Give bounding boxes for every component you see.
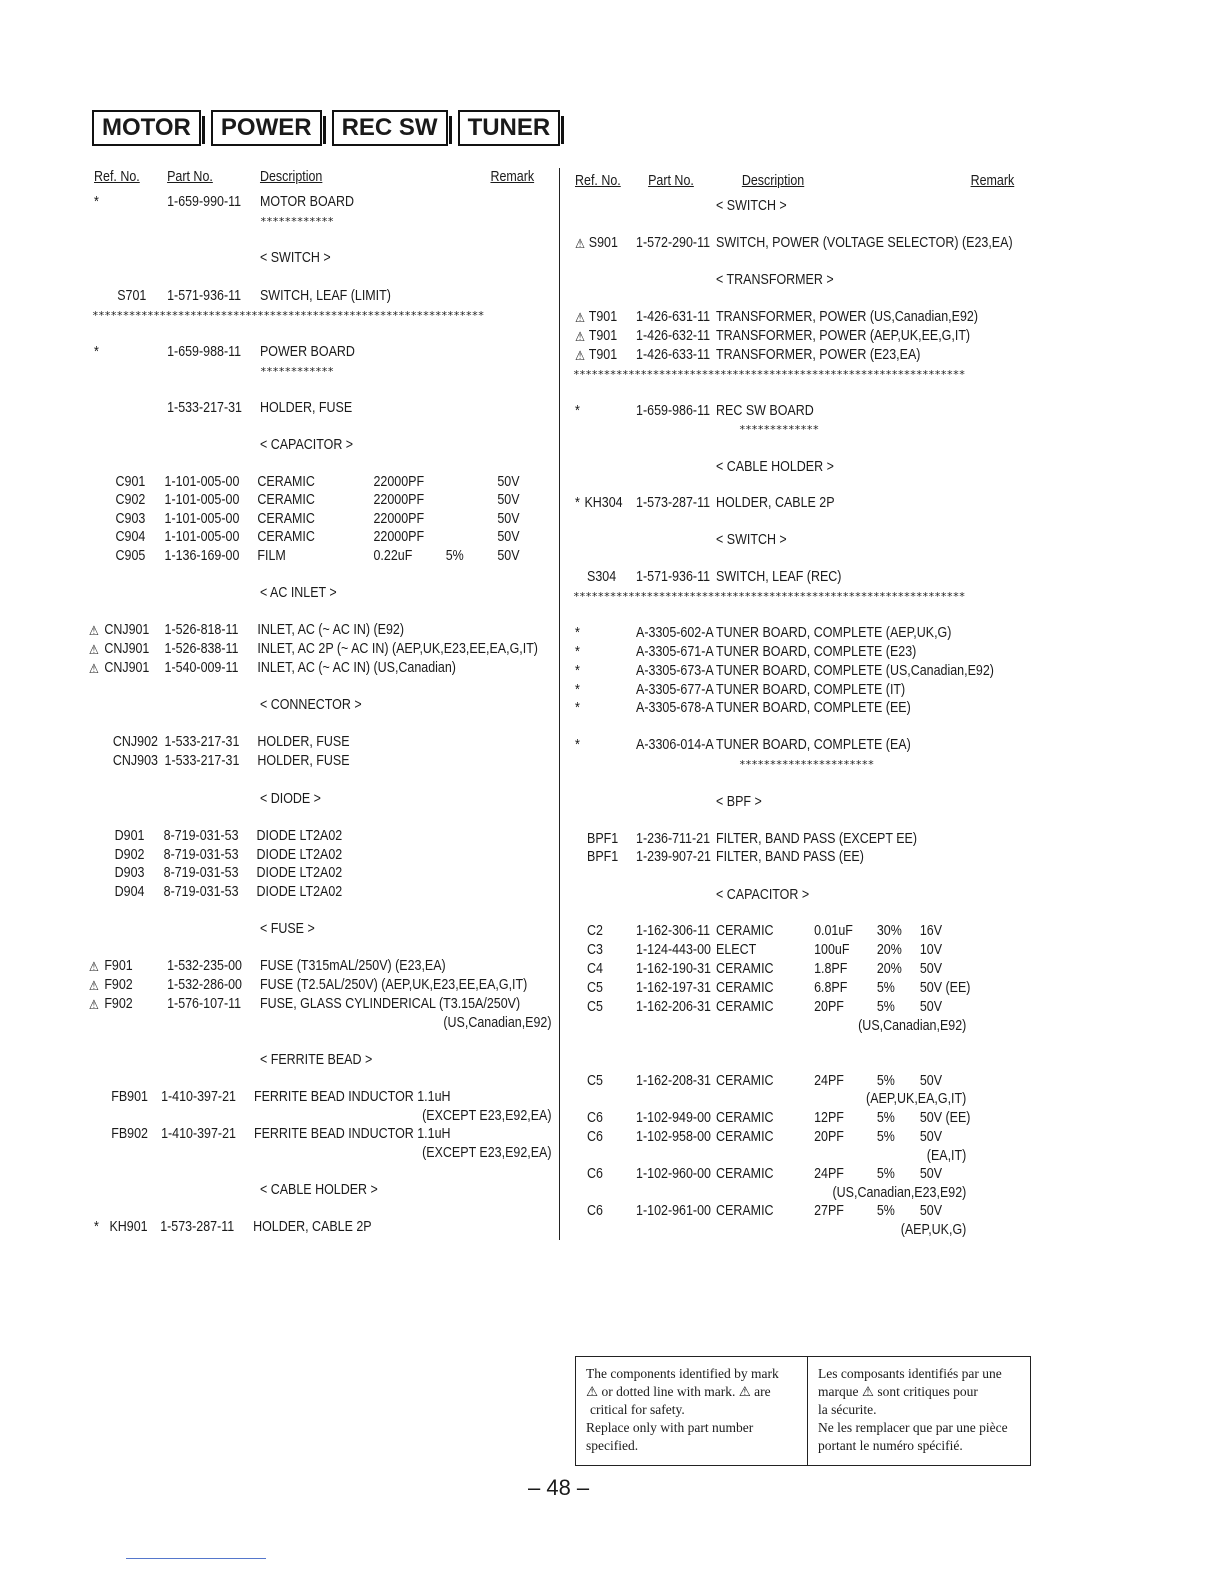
- section-title: < CAPACITOR >: [259, 437, 354, 453]
- asterisk-mark: *: [575, 737, 580, 753]
- section-title: < FERRITE BEAD >: [259, 1052, 373, 1068]
- ref-number: T901: [588, 347, 618, 363]
- asterisk-mark: *: [575, 644, 580, 660]
- safety-warning-icon: ⚠: [575, 236, 586, 251]
- tolerance: 5%: [876, 1166, 895, 1182]
- part-number: A-3305-678-A: [636, 700, 714, 716]
- voltage: 16V: [919, 923, 943, 939]
- part-number: 1-526-818-11: [164, 622, 239, 638]
- header-remark: Remark: [970, 173, 1015, 189]
- part-number: 1-572-290-11: [636, 235, 711, 251]
- safety-notice-french: [808, 1357, 1030, 1465]
- notice-line: The components identified by mark: [586, 1366, 779, 1381]
- description: ELECT: [716, 942, 757, 958]
- voltage: 50V: [919, 1129, 943, 1145]
- ref-number: D904: [114, 884, 145, 900]
- part-number: 1-136-169-00: [164, 548, 240, 564]
- notice-line: ⚠ or dotted line with mark. ⚠ are: [586, 1384, 771, 1399]
- ref-number: C5: [587, 999, 603, 1015]
- remark-text: (US,Canadian,E23,E92): [832, 1185, 967, 1201]
- ref-number: S901: [588, 235, 618, 251]
- value: 100uF: [814, 942, 850, 958]
- notice-line: la sécurite.: [818, 1402, 877, 1417]
- remark-text: (US,Canadian,E92): [443, 1015, 552, 1031]
- part-number: 1-101-005-00: [164, 511, 240, 527]
- description: HOLDER, FUSE: [257, 753, 350, 769]
- description: TRANSFORMER, POWER (AEP,UK,EE,G,IT): [716, 328, 971, 344]
- ref-number: D903: [114, 865, 145, 881]
- part-number: 1-526-838-11: [164, 641, 239, 657]
- part-number: A-3305-671-A: [636, 644, 714, 660]
- part-number: 1-573-287-11: [636, 495, 711, 511]
- part-number: 1-236-711-21: [636, 831, 711, 847]
- part-number: 8-719-031-53: [163, 847, 239, 863]
- value: 0.01uF: [814, 923, 853, 939]
- asterisk-mark: *: [575, 682, 580, 698]
- part-number: 1-102-958-00: [636, 1129, 711, 1145]
- part-number: 8-719-031-53: [163, 884, 239, 900]
- ref-number: C6: [587, 1203, 603, 1219]
- part-number: 1-573-287-11: [160, 1219, 235, 1235]
- ref-number: S304: [587, 569, 617, 585]
- description: FUSE (T315mAL/250V) (E23,EA): [259, 958, 446, 974]
- description: CERAMIC: [716, 999, 774, 1015]
- section-title: < CABLE HOLDER >: [716, 459, 834, 475]
- part-number: 1-571-936-11: [636, 569, 711, 585]
- ref-number: C2: [587, 923, 603, 939]
- description: TUNER BOARD, COMPLETE (IT): [716, 682, 906, 698]
- voltage: 10V: [919, 942, 943, 958]
- part-number: 1-410-397-21: [161, 1126, 236, 1142]
- ref-number: FB901: [111, 1089, 148, 1105]
- ref-number: CNJ901: [104, 622, 150, 638]
- tolerance: 20%: [876, 961, 902, 977]
- description: CERAMIC: [716, 1110, 774, 1126]
- tolerance: 5%: [876, 1110, 895, 1126]
- value: 20PF: [814, 999, 844, 1015]
- safety-warning-icon: ⚠: [88, 623, 99, 638]
- part-number: 1-659-988-11: [167, 344, 242, 360]
- asterisk-mark: *: [94, 194, 99, 210]
- separator-stars: ****************************************************************: [573, 590, 965, 603]
- part-number: 1-162-190-31: [636, 961, 711, 977]
- separator-stars: ************: [260, 365, 334, 378]
- asterisk-mark: *: [575, 625, 580, 641]
- part-number: A-3305-677-A: [636, 682, 714, 698]
- tolerance: 5%: [876, 980, 895, 996]
- value: 20PF: [814, 1129, 844, 1145]
- tab-motor: MOTOR: [92, 110, 201, 146]
- ref-number: BPF1: [587, 849, 619, 865]
- description: INLET, AC (~ AC IN) (US,Canadian): [257, 660, 456, 676]
- part-number: 1-102-961-00: [636, 1203, 711, 1219]
- remark-text: (AEP,UK,EA,G,IT): [866, 1091, 967, 1107]
- column-divider: [559, 168, 560, 1240]
- voltage: 50V: [919, 961, 943, 977]
- ref-number: C904: [115, 529, 146, 545]
- safety-warning-icon: ⚠: [88, 642, 99, 657]
- ref-number: C6: [587, 1166, 603, 1182]
- notice-line: specified.: [586, 1438, 639, 1453]
- ref-number: C6: [587, 1129, 603, 1145]
- section-tabs: [92, 110, 560, 146]
- voltage: 50V: [919, 1203, 943, 1219]
- ref-number: C6: [587, 1110, 603, 1126]
- section-title: < FUSE >: [259, 921, 315, 937]
- remark-text: (EXCEPT E23,E92,EA): [422, 1108, 552, 1124]
- voltage: 50V: [497, 511, 520, 527]
- description: DIODE LT2A02: [256, 828, 343, 844]
- part-number: 1-410-397-21: [161, 1089, 236, 1105]
- part-number: 1-162-306-11: [636, 923, 711, 939]
- section-title: < TRANSFORMER >: [716, 272, 834, 288]
- description: TUNER BOARD, COMPLETE (US,Canadian,E92): [716, 663, 994, 679]
- description: DIODE LT2A02: [256, 847, 343, 863]
- safety-warning-icon: ⚠: [575, 329, 586, 344]
- notice-line: Ne les remplacer que par une pièce: [818, 1420, 1008, 1435]
- ref-number: C4: [587, 961, 603, 977]
- section-title: < CAPACITOR >: [716, 887, 810, 903]
- part-number: A-3305-673-A: [636, 663, 714, 679]
- description: CERAMIC: [257, 529, 315, 545]
- description: FERRITE BEAD INDUCTOR 1.1uH: [253, 1089, 451, 1105]
- part-number: 1-124-443-00: [636, 942, 711, 958]
- voltage: 50V: [919, 1073, 943, 1089]
- voltage: 50V: [919, 1166, 943, 1182]
- voltage: 50V: [919, 999, 943, 1015]
- asterisk-mark: *: [94, 1219, 99, 1235]
- voltage: 50V: [497, 474, 520, 490]
- description: FILTER, BAND PASS (EXCEPT EE): [716, 831, 917, 847]
- part-number: 1-102-960-00: [636, 1166, 711, 1182]
- part-number: 1-532-235-00: [167, 958, 242, 974]
- part-number: 1-162-197-31: [636, 980, 711, 996]
- value: 24PF: [814, 1073, 844, 1089]
- safety-warning-icon: ⚠: [88, 959, 99, 974]
- header-ref: Ref. No.: [575, 173, 621, 189]
- header-part: Part No.: [648, 173, 694, 189]
- description: INLET, AC 2P (~ AC IN) (AEP,UK,E23,EE,EA,G,IT): [257, 641, 538, 657]
- value: 22000PF: [373, 529, 425, 545]
- part-number: 1-162-206-31: [636, 999, 711, 1015]
- header-part: Part No.: [167, 169, 213, 185]
- description: TUNER BOARD, COMPLETE (E23): [716, 644, 917, 660]
- safety-warning-icon: ⚠: [88, 661, 99, 676]
- ref-number: D902: [114, 847, 145, 863]
- separator-stars: **********************: [739, 758, 874, 771]
- tolerance: 5%: [876, 1203, 895, 1219]
- safety-warning-icon: ⚠: [575, 348, 586, 363]
- ref-number: F901: [104, 958, 133, 974]
- ref-number: T901: [588, 328, 618, 344]
- ref-number: C905: [115, 548, 146, 564]
- asterisk-mark: *: [575, 663, 580, 679]
- description: HOLDER, CABLE 2P: [716, 495, 835, 511]
- part-number: A-3306-014-A: [636, 737, 714, 753]
- description: CERAMIC: [716, 923, 774, 939]
- value: 27PF: [814, 1203, 844, 1219]
- part-number: 1-533-217-31: [164, 753, 240, 769]
- separator-stars: ****************************************************************: [573, 368, 965, 381]
- tolerance: 20%: [876, 942, 902, 958]
- ref-number: CNJ902: [112, 734, 158, 750]
- description: POWER BOARD: [259, 344, 355, 360]
- part-number: 1-102-949-00: [636, 1110, 711, 1126]
- voltage: 50V: [497, 548, 520, 564]
- description: DIODE LT2A02: [256, 865, 343, 881]
- safety-notice-english: [576, 1357, 808, 1465]
- remark-text: (EA,IT): [926, 1148, 967, 1164]
- tolerance: 5%: [445, 548, 464, 564]
- tab-power: POWER: [211, 110, 322, 146]
- part-number: 1-532-286-00: [167, 977, 242, 993]
- remark-text: (EXCEPT E23,E92,EA): [422, 1145, 552, 1161]
- safety-notice: [575, 1356, 1031, 1466]
- description: HOLDER, FUSE: [259, 400, 353, 416]
- part-number: 1-426-633-11: [636, 347, 711, 363]
- asterisk-mark: *: [575, 403, 580, 419]
- ref-number: F902: [104, 996, 133, 1012]
- header-remark: Remark: [490, 169, 535, 185]
- tolerance: 30%: [876, 923, 902, 939]
- ref-number: KH304: [584, 495, 623, 511]
- part-number: 1-533-217-31: [167, 400, 242, 416]
- description: CERAMIC: [257, 511, 315, 527]
- description: CERAMIC: [716, 1166, 774, 1182]
- part-number: 1-540-009-11: [164, 660, 239, 676]
- safety-warning-icon: ⚠: [575, 310, 586, 325]
- ref-number: S701: [117, 288, 147, 304]
- asterisk-mark: *: [94, 344, 99, 360]
- description: SWITCH, LEAF (LIMIT): [259, 288, 391, 304]
- description: TRANSFORMER, POWER (US,Canadian,E92): [716, 309, 978, 325]
- tab-rec-sw: REC SW: [332, 110, 448, 146]
- description: MOTOR BOARD: [259, 194, 354, 210]
- part-number: 8-719-031-53: [163, 865, 239, 881]
- section-title: < BPF >: [716, 794, 762, 810]
- part-number: 1-426-632-11: [636, 328, 711, 344]
- description: CERAMIC: [716, 1203, 774, 1219]
- ref-number: BPF1: [587, 831, 619, 847]
- ref-number: CNJ903: [112, 753, 158, 769]
- description: CERAMIC: [257, 474, 315, 490]
- section-title: < SWITCH >: [716, 532, 787, 548]
- part-number: 1-659-990-11: [167, 194, 242, 210]
- ref-number: KH901: [109, 1219, 148, 1235]
- ref-number: CNJ901: [104, 660, 150, 676]
- value: 24PF: [814, 1166, 844, 1182]
- tolerance: 5%: [876, 1129, 895, 1145]
- value: 6.8PF: [814, 980, 848, 996]
- description: TUNER BOARD, COMPLETE (EA): [716, 737, 911, 753]
- part-number: A-3305-602-A: [636, 625, 714, 641]
- header-desc: Description: [259, 169, 323, 185]
- notice-line: portant le numéro spécifié.: [818, 1438, 963, 1453]
- value: 1.8PF: [814, 961, 848, 977]
- value: 22000PF: [373, 492, 425, 508]
- part-number: 1-162-208-31: [636, 1073, 711, 1089]
- ref-number: F902: [104, 977, 133, 993]
- description: TUNER BOARD, COMPLETE (EE): [716, 700, 911, 716]
- description: TRANSFORMER, POWER (E23,EA): [716, 347, 921, 363]
- description: CERAMIC: [716, 1073, 774, 1089]
- value: 0.22uF: [373, 548, 413, 564]
- header-ref: Ref. No.: [94, 169, 140, 185]
- description: HOLDER, FUSE: [257, 734, 350, 750]
- part-number: 1-533-217-31: [164, 734, 240, 750]
- part-number: 1-571-936-11: [167, 288, 242, 304]
- tolerance: 5%: [876, 999, 895, 1015]
- ref-number: C3: [587, 942, 603, 958]
- voltage: 50V (EE): [919, 1110, 971, 1126]
- part-number: 1-239-907-21: [636, 849, 711, 865]
- ref-number: CNJ901: [104, 641, 150, 657]
- ref-number: FB902: [111, 1126, 148, 1142]
- asterisk-mark: *: [575, 495, 580, 511]
- description: FUSE, GLASS CYLINDERICAL (T3.15A/250V): [259, 996, 521, 1012]
- description: FILTER, BAND PASS (EE): [716, 849, 864, 865]
- part-number: 8-719-031-53: [163, 828, 239, 844]
- description: CERAMIC: [716, 980, 774, 996]
- description: TUNER BOARD, COMPLETE (AEP,UK,G): [716, 625, 952, 641]
- ref-number: C5: [587, 980, 603, 996]
- ref-number: D901: [114, 828, 145, 844]
- notice-line: critical for safety.: [590, 1402, 685, 1417]
- remark-text: (AEP,UK,G): [900, 1222, 967, 1238]
- part-number: 1-101-005-00: [164, 474, 240, 490]
- section-title: < AC INLET >: [259, 585, 337, 601]
- description: FILM: [257, 548, 286, 564]
- description: INLET, AC (~ AC IN) (E92): [257, 622, 404, 638]
- ref-number: C902: [115, 492, 146, 508]
- part-number: 1-101-005-00: [164, 529, 240, 545]
- ref-number: C5: [587, 1073, 603, 1089]
- separator-stars: ****************************************************************: [92, 309, 484, 322]
- description: REC SW BOARD: [716, 403, 814, 419]
- voltage: 50V: [497, 529, 520, 545]
- separator-stars: ************: [260, 215, 334, 228]
- section-title: < SWITCH >: [259, 250, 331, 266]
- description: CERAMIC: [716, 1129, 774, 1145]
- safety-warning-icon: ⚠: [88, 978, 99, 993]
- description: DIODE LT2A02: [256, 884, 343, 900]
- notice-line: Replace only with part number: [586, 1420, 754, 1435]
- ref-number: C903: [115, 511, 146, 527]
- part-number: 1-659-986-11: [636, 403, 711, 419]
- notice-line: Les composants identifiés par une: [818, 1366, 1002, 1381]
- header-desc: Description: [741, 173, 805, 189]
- part-number: 1-576-107-11: [167, 996, 242, 1012]
- value: 12PF: [814, 1110, 844, 1126]
- description: HOLDER, CABLE 2P: [253, 1219, 372, 1235]
- separator-stars: *************: [739, 423, 819, 436]
- voltage: 50V: [497, 492, 520, 508]
- asterisk-mark: *: [575, 700, 580, 716]
- description: CERAMIC: [716, 961, 774, 977]
- notice-line: marque ⚠ sont critiques pour: [818, 1384, 978, 1399]
- section-title: < CABLE HOLDER >: [259, 1182, 378, 1198]
- value: 22000PF: [373, 511, 425, 527]
- description: FUSE (T2.5AL/250V) (AEP,UK,E23,EE,EA,G,IT): [259, 977, 528, 993]
- description: FERRITE BEAD INDUCTOR 1.1uH: [253, 1126, 451, 1142]
- page-number: – 48 –: [528, 1475, 590, 1500]
- ref-number: C901: [115, 474, 146, 490]
- description: CERAMIC: [257, 492, 315, 508]
- section-title: < DIODE >: [259, 791, 321, 807]
- ref-number: T901: [588, 309, 618, 325]
- value: 22000PF: [373, 474, 425, 490]
- remark-text: (US,Canadian,E92): [858, 1018, 967, 1034]
- section-title: < SWITCH >: [716, 198, 787, 214]
- tab-tuner: TUNER: [458, 110, 561, 146]
- tolerance: 5%: [876, 1073, 895, 1089]
- safety-warning-icon: ⚠: [88, 997, 99, 1012]
- part-number: 1-426-631-11: [636, 309, 711, 325]
- description: SWITCH, POWER (VOLTAGE SELECTOR) (E23,EA): [716, 235, 1013, 251]
- description: SWITCH, LEAF (REC): [716, 569, 842, 585]
- part-number: 1-101-005-00: [164, 492, 240, 508]
- section-title: < CONNECTOR >: [259, 697, 362, 713]
- bottom-rule: [126, 1558, 266, 1559]
- voltage: 50V (EE): [919, 980, 971, 996]
